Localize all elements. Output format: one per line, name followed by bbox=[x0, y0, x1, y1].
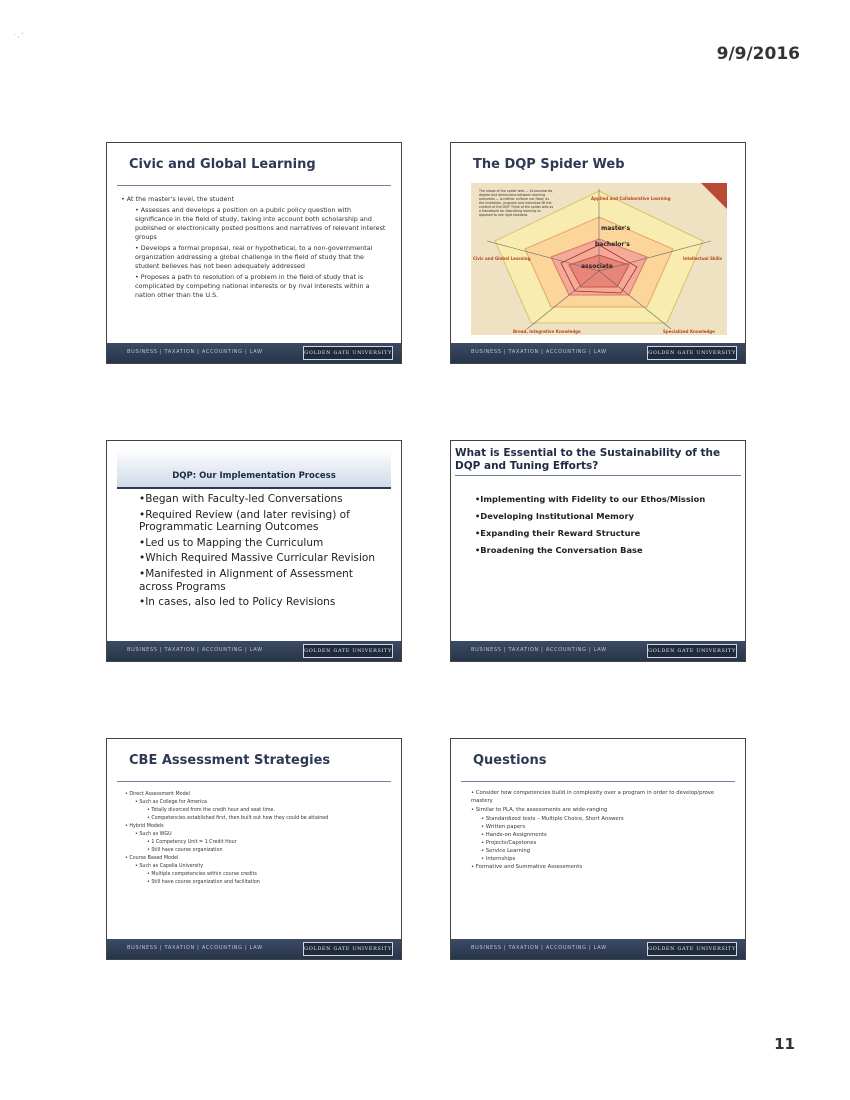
slide-footer bbox=[451, 939, 745, 959]
scan-mark: · ˌ ' bbox=[14, 32, 24, 39]
bullet: •Implementing with Fidelity to our Ethos/Mission bbox=[475, 494, 706, 504]
bullet: • Service Learning bbox=[481, 848, 531, 854]
bullet: • Direct Assessment Model bbox=[125, 792, 190, 797]
label-broad-knowledge: Broad, Integrative Knowledge bbox=[513, 329, 581, 334]
bullet: • Such as College for America bbox=[135, 800, 207, 805]
slide-title: Questions bbox=[473, 753, 547, 768]
footer-text: BUSINESS | TAXATION | ACCOUNTING | LAW bbox=[127, 349, 263, 355]
bullet: • Standardized tests – Multiple Choice, Short Answers bbox=[481, 816, 624, 822]
page-date: 9/9/2016 bbox=[716, 44, 800, 64]
bullet: • Still have course organization and facilitation bbox=[147, 880, 260, 885]
title-divider bbox=[117, 487, 391, 489]
label-specialized-knowledge: Specialized Knowledge bbox=[663, 329, 715, 334]
bullet: •Led us to Mapping the Curriculum bbox=[139, 536, 324, 549]
spider-web-diagram bbox=[471, 183, 727, 335]
title-divider bbox=[455, 475, 741, 476]
title-divider bbox=[117, 781, 391, 782]
label-masters: master's bbox=[601, 225, 631, 232]
slide-footer bbox=[451, 641, 745, 661]
slide-dqp-spider-web bbox=[450, 142, 746, 364]
university-logo: GOLDEN GATE UNIVERSITY bbox=[303, 346, 393, 360]
footer-text: BUSINESS | TAXATION | ACCOUNTING | LAW bbox=[471, 349, 607, 355]
slide-body bbox=[139, 493, 381, 612]
bullet: • Internships bbox=[481, 856, 516, 862]
bullet: • Such as WGU bbox=[135, 832, 172, 837]
slide-footer bbox=[107, 939, 401, 959]
bullet: • Course Based Model bbox=[125, 856, 179, 861]
university-logo: GOLDEN GATE UNIVERSITY bbox=[647, 942, 737, 956]
bullet: •Broadening the Conversation Base bbox=[475, 545, 643, 555]
bullet: • Proposes a path to resolution of a problem in the field of study that is complicated by competing national interests or by rival interests within a nation other than the U.S. bbox=[135, 273, 370, 299]
bullet: • 1 Competency Unit = 1 Credit Hour bbox=[147, 840, 237, 845]
bullet: • Written papers bbox=[481, 824, 526, 830]
bullet: • Formative and Summative Assessments bbox=[471, 864, 583, 870]
university-logo: GOLDEN GATE UNIVERSITY bbox=[647, 346, 737, 360]
slide-title: CBE Assessment Strategies bbox=[129, 753, 331, 768]
slide-footer bbox=[451, 343, 745, 363]
slide-civic-global-learning bbox=[106, 142, 402, 364]
title-divider bbox=[117, 185, 391, 186]
label-civic-global: Civic and Global Learning bbox=[473, 256, 531, 261]
footer-text: BUSINESS | TAXATION | ACCOUNTING | LAW bbox=[471, 945, 607, 951]
title-band bbox=[117, 449, 391, 487]
bullet: • Competencies established first, then built out how they could be attained bbox=[147, 816, 329, 821]
bullet: • At the master's level, the student bbox=[121, 195, 234, 203]
slide-title: What is Essential to the Sustainability of the DQP and Tuning Efforts? bbox=[455, 447, 721, 472]
bullet: • Projects/Capstones bbox=[481, 840, 537, 846]
bullet: • Hands-on Assignments bbox=[481, 832, 547, 838]
slide-cbe-assessment bbox=[106, 738, 402, 960]
corner-accent bbox=[701, 183, 727, 209]
bullet: •In cases, also led to Policy Revisions bbox=[139, 596, 336, 609]
label-applied-learning: Applied and Collaborative Learning bbox=[591, 196, 671, 201]
university-logo: GOLDEN GATE UNIVERSITY bbox=[647, 644, 737, 658]
bullet: • Develops a formal proposal, real or hypothetical, to a non-governmental organization addressing a global challenge in the field of study that the student believes has not been adequately addressed bbox=[135, 244, 373, 270]
slide-sustainability bbox=[450, 440, 746, 662]
slide-footer bbox=[107, 641, 401, 661]
slide-body bbox=[125, 791, 387, 887]
title-divider bbox=[461, 781, 735, 782]
bullet: • Such as Capella University bbox=[135, 864, 204, 869]
bullet: •Which Required Massive Curricular Revision bbox=[139, 552, 376, 565]
university-logo: GOLDEN GATE UNIVERSITY bbox=[303, 644, 393, 658]
slide-title: DQP: Our Implementation Process bbox=[172, 471, 336, 481]
bullet: • Multiple competencies within course credits bbox=[147, 872, 257, 877]
slide-title: Civic and Global Learning bbox=[129, 157, 316, 172]
bullet: • Hybrid Models bbox=[125, 824, 164, 829]
bullet: •Began with Faculty-led Conversations bbox=[139, 493, 343, 505]
bullet: • Still have course organization bbox=[147, 848, 223, 853]
bullet: •Manifested in Alignment of Assessment across Programs bbox=[139, 567, 353, 593]
bullet: • Totally divorced from the credit hour and seat time. bbox=[147, 808, 275, 813]
label-intellectual-skills: Intellectual Skills bbox=[683, 256, 723, 261]
label-associate: associate bbox=[581, 263, 613, 270]
footer-text: BUSINESS | TAXATION | ACCOUNTING | LAW bbox=[127, 647, 263, 653]
university-logo: GOLDEN GATE UNIVERSITY bbox=[303, 942, 393, 956]
bullet: •Expanding their Reward Structure bbox=[475, 528, 641, 538]
slide-body bbox=[471, 789, 731, 872]
bullet: •Developing Institutional Memory bbox=[475, 511, 635, 521]
slide-title: The DQP Spider Web bbox=[473, 157, 625, 172]
bullet: • Assesses and develops a position on a public policy question with significance in the field of study, taking into account both scholarship and published or electronically posted positions and narratives of relevant interest groups bbox=[135, 206, 386, 241]
bullet: •Required Review (and later revising) of Programmatic Learning Outcomes bbox=[139, 508, 350, 534]
bullet: • Consider how competencies build in complexity over a program in order to develop/prove mastery bbox=[471, 790, 715, 804]
slide-body bbox=[475, 491, 731, 559]
page-number: 11 bbox=[774, 1035, 795, 1053]
slide-dqp-implementation bbox=[106, 440, 402, 662]
slide-questions bbox=[450, 738, 746, 960]
footer-text: BUSINESS | TAXATION | ACCOUNTING | LAW bbox=[127, 945, 263, 951]
spider-web-note: The shape of the spider web — its boundaries, degree and dimensions between learning outcomes — is neither uniform nor fixed; as the institution, program and individual fill the content of the DQP. Think of the spider web as a framework for describing learning as opposed to one rigid standard. bbox=[479, 189, 554, 217]
bullet: • Similar to PLA, the assessments are wide-ranging bbox=[471, 807, 608, 813]
label-bachelors: bachelor's bbox=[595, 241, 630, 248]
slide-footer bbox=[107, 343, 401, 363]
footer-text: BUSINESS | TAXATION | ACCOUNTING | LAW bbox=[471, 647, 607, 653]
slide-body bbox=[121, 195, 387, 302]
